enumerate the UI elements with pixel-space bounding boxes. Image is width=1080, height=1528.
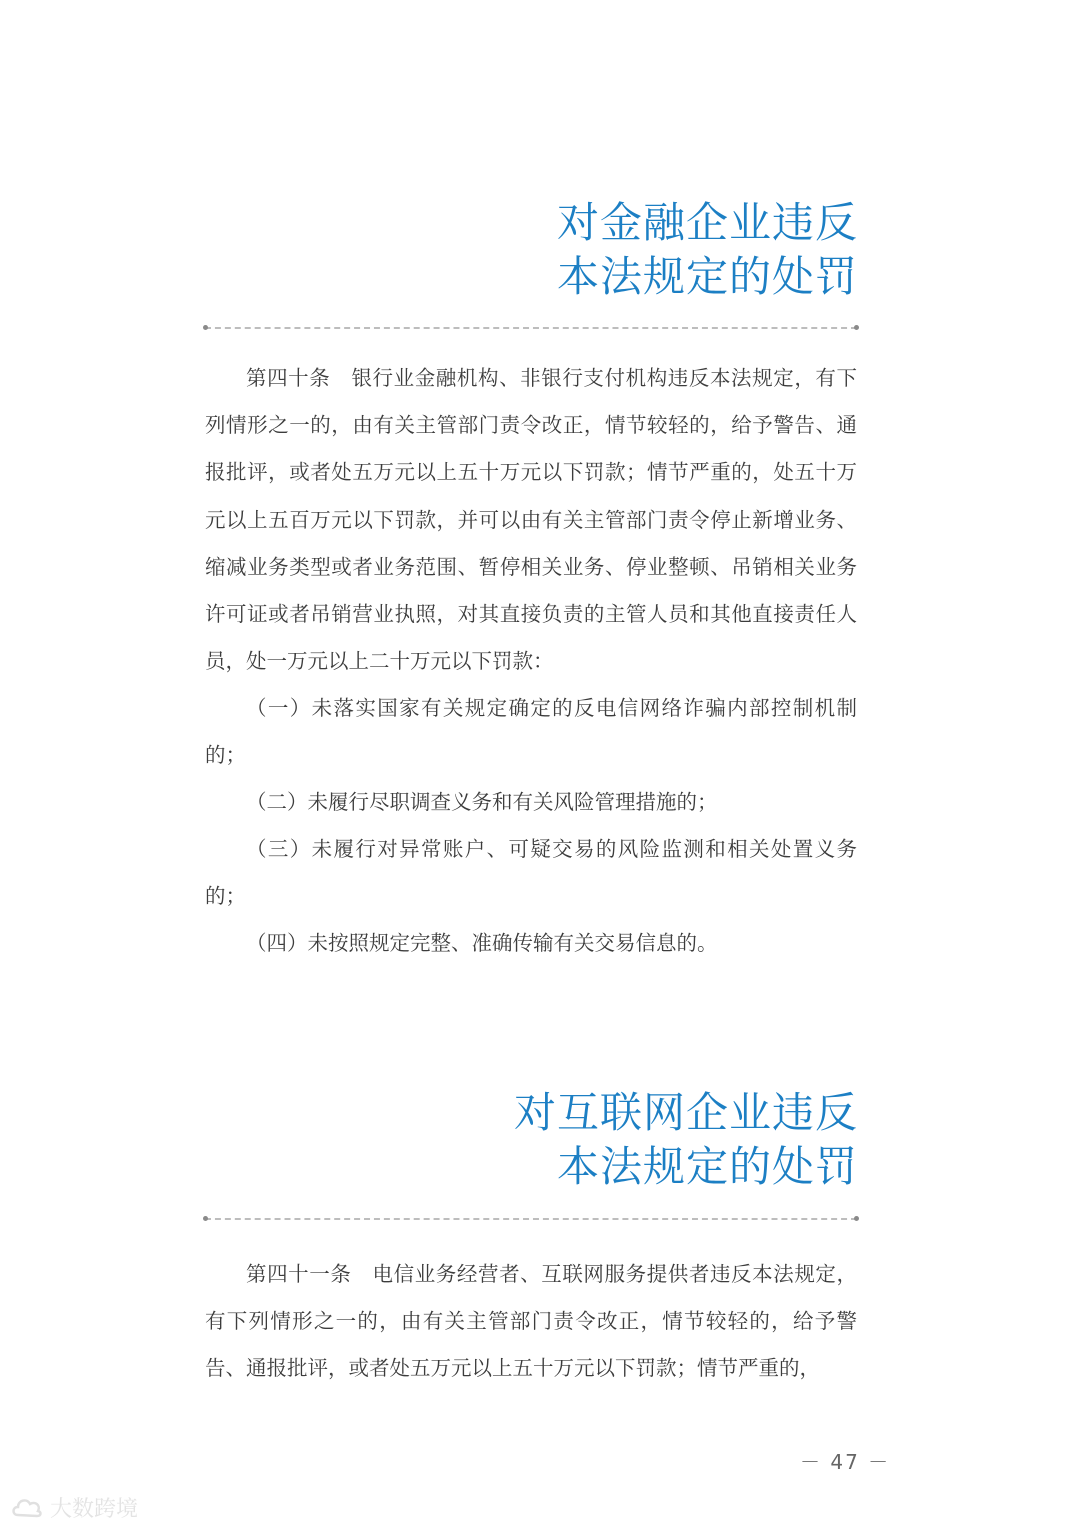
section-title-financial xyxy=(557,196,858,304)
article-41-paragraph: 第四十一条 电信业务经营者、互联网服务提供者违反本法规定，有下列情形之一的，由有关主管部门责令改正，情节较轻的，给予警告、通报批评，或者处五万元以上五十万元以下罚款；情节严重的， xyxy=(205,1262,857,1381)
section-title-line-1: 对互联网企业违反 xyxy=(513,1088,858,1137)
article-40-item-4: （四）未按照规定完整、准确传输有关交易信息的。 xyxy=(246,931,718,955)
cloud-logo-icon xyxy=(10,1495,44,1519)
article-40-item-2: （二）未履行尽职调查义务和有关风险管理措施的； xyxy=(246,790,718,814)
article-40-item-3: （三）未履行对异常账户、可疑交易的风险监测和相关处置义务的； xyxy=(205,837,857,909)
article-40-item-1: （一）未落实国家有关规定确定的反电信网络诈骗内部控制机制的； xyxy=(205,696,857,768)
article-40-paragraph: 第四十条 银行业金融机构、非银行支付机构违反本法规定，有下列情形之一的，由有关主管部门责令改正，情节较轻的，给予警告、通报批评，或者处五万元以上五十万元以下罚款；情节严重的，处五十万元以上五百万元以下罚款，并可以由有关主管部门责令停止新增业务、缩减业务类型或者业务范围、暂停相关业务、停业整顿、吊销相关业务许可证或者吊销营业执照，对其直接负责的主管人员和其他直接责任人员，处一万元以上二十万元以下罚款： xyxy=(205,366,857,674)
section-divider xyxy=(205,1218,857,1220)
page-number: － 47 － xyxy=(800,1450,891,1474)
watermark xyxy=(10,1492,138,1522)
watermark-text: 大数跨境 xyxy=(50,1496,139,1522)
section-divider xyxy=(205,327,857,329)
section-title-line-2: 本法规定的处罚 xyxy=(556,252,858,301)
section-title-line-1: 对金融企业违反 xyxy=(556,198,858,247)
section-title-line-2: 本法规定的处罚 xyxy=(556,1142,858,1191)
section-title-internet xyxy=(514,1086,858,1194)
